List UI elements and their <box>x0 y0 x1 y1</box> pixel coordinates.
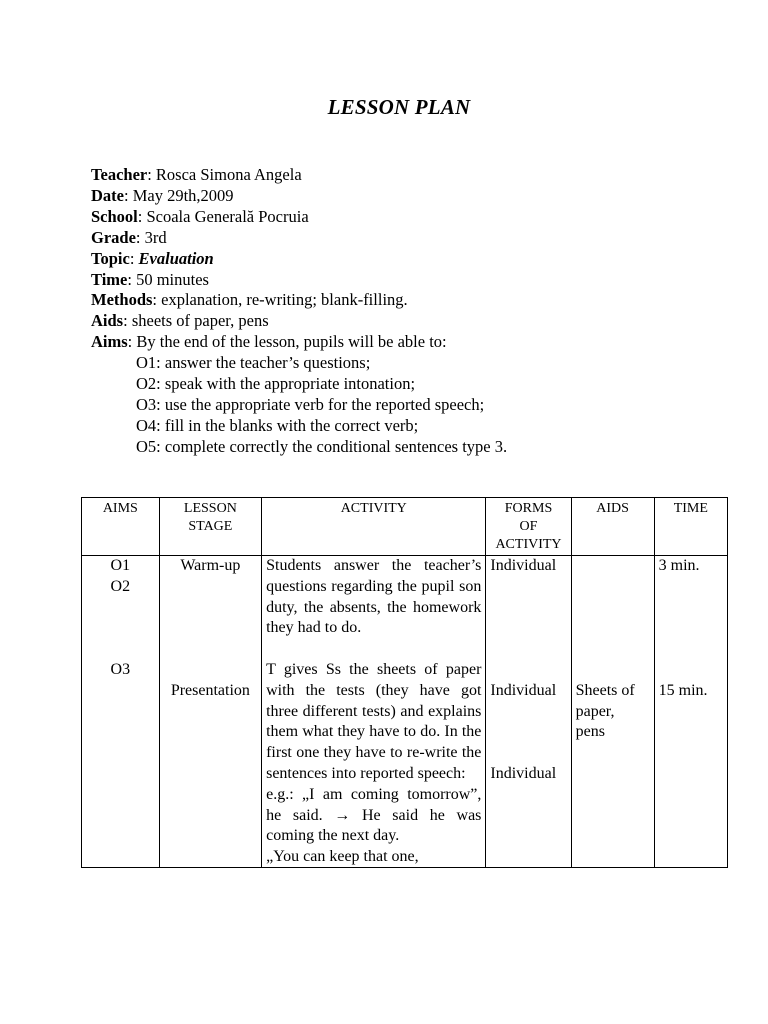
table-header-row <box>82 498 728 556</box>
page-title: LESSON PLAN <box>327 95 471 119</box>
header-stage-line-1: LESSON <box>183 501 237 516</box>
grade-value: : 3rd <box>135 227 167 247</box>
objective-o1: O1: answer the teacher’s questions; <box>136 353 371 373</box>
aids-row <box>91 311 507 332</box>
school-value: : Scoala Generală Pocruia <box>137 206 309 226</box>
aims-label: Aims <box>91 332 128 352</box>
aids-label: Aids <box>91 311 124 331</box>
aids-value: : sheets of paper, pens <box>123 311 269 331</box>
time-warm-up: 3 min. <box>658 557 700 574</box>
methods-row <box>91 290 507 311</box>
header-aids-label: AIDS <box>596 501 629 516</box>
time-row <box>91 270 507 291</box>
aims-row <box>91 332 507 353</box>
grade-row <box>91 228 507 249</box>
aim-o2: O2 <box>110 577 131 595</box>
header-forms-of-activity <box>486 498 571 556</box>
activity-warm-up: Students answer the teacher’s questions regarding the pupil son duty, the absents, the homework they had to do. <box>266 557 482 637</box>
header-forms-line-3: ACTIVITY <box>495 537 562 552</box>
row-forms-cell <box>486 556 571 868</box>
date-value: : May 29th,2009 <box>123 185 234 205</box>
objective-o4: O4: fill in the blanks with the correct verb; <box>136 415 419 435</box>
header-aids <box>571 498 654 556</box>
topic-separator: : <box>129 248 139 268</box>
header-forms-line-2: OF <box>519 519 538 534</box>
forms-presentation-2: Individual <box>490 764 557 782</box>
topic-label: Topic <box>91 248 130 268</box>
header-stage-line-2: STAGE <box>188 519 233 534</box>
aim-o1: O1 <box>110 557 131 574</box>
header-aims-label: AIMS <box>102 501 138 516</box>
stage-warm-up: Warm-up <box>180 557 241 574</box>
forms-presentation-1: Individual <box>490 681 557 699</box>
lesson-info <box>91 165 507 458</box>
row-stage-cell <box>159 556 261 868</box>
teacher-row <box>91 165 507 186</box>
objective-o2: O2: speak with the appropriate intonation; <box>136 374 416 394</box>
time-label: Time <box>91 269 128 289</box>
methods-value: : explanation, re-writing; blank-filling. <box>152 290 408 310</box>
methods-label: Methods <box>91 290 153 310</box>
lesson-plan-table <box>81 497 728 868</box>
header-time-label: TIME <box>673 501 708 516</box>
activity-continued: „You can keep that one, <box>266 848 419 866</box>
table-row <box>82 556 728 868</box>
aims-value: : By the end of the lesson, pupils will be able to: <box>127 332 447 352</box>
row-aims-cell <box>82 556 160 868</box>
activity-presentation: T gives Ss the sheets of paper with the tests (they have got three different tests) and explains them what they have to do. In the first one they have to re-write the sentences into reported speech: <box>266 660 482 782</box>
row-activity-cell <box>262 556 486 868</box>
teacher-value: : Rosca Simona Angela <box>147 165 302 184</box>
school-label: School <box>91 206 138 226</box>
aids-presentation: Sheets of paper, pens <box>575 681 635 741</box>
date-row <box>91 186 507 207</box>
header-lesson-stage <box>159 498 261 556</box>
header-activity-label: ACTIVITY <box>340 501 407 516</box>
header-time <box>654 498 727 556</box>
objective-o3: O3: use the appropriate verb for the reported speech; <box>136 394 485 414</box>
topic-value: Evaluation <box>138 248 214 268</box>
objective-o5: O5: complete correctly the conditional sentences type 3. <box>136 436 508 456</box>
activity-example: e.g.: „I am coming tomorrow”, he said. → He said he was coming the next day. <box>266 785 482 845</box>
aim-o3: O3 <box>110 660 131 678</box>
forms-warm-up: Individual <box>490 557 557 574</box>
date-label: Date <box>91 185 124 205</box>
header-activity <box>262 498 486 556</box>
topic-row <box>91 249 507 270</box>
stage-presentation: Presentation <box>170 681 250 699</box>
row-time-cell <box>654 556 727 868</box>
row-aids-cell <box>571 556 654 868</box>
time-presentation: 15 min. <box>658 681 708 699</box>
grade-label: Grade <box>91 227 136 247</box>
header-aims <box>82 498 160 556</box>
time-value: : 50 minutes <box>127 269 209 289</box>
header-forms-line-1: FORMS <box>504 501 553 516</box>
school-row <box>91 207 507 228</box>
teacher-label: Teacher <box>91 165 148 184</box>
